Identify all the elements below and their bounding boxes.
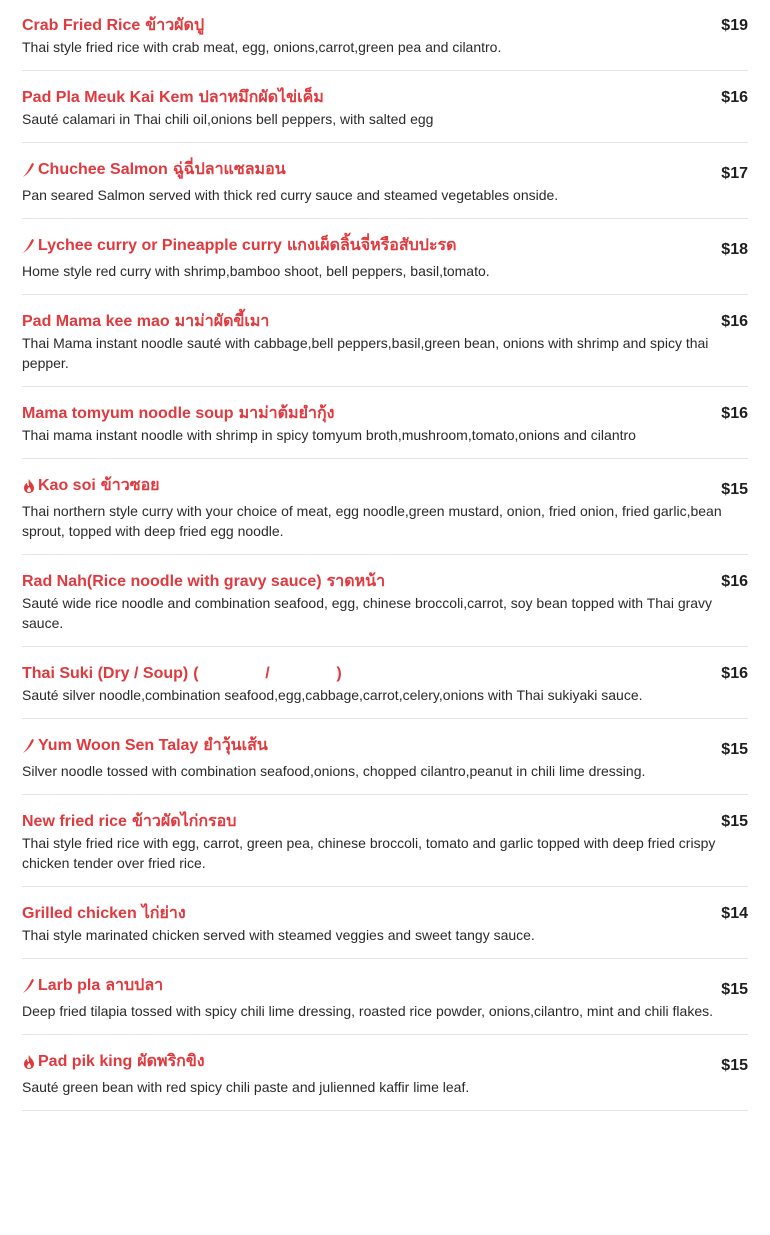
menu-item-english-name: Chuchee Salmon (38, 161, 168, 178)
menu-item-price: $17 (721, 165, 748, 182)
menu-item-english-name: Kao soi (38, 477, 96, 494)
menu-item (22, 387, 748, 459)
menu-item-price: $16 (721, 573, 748, 590)
chili-icon (22, 238, 36, 254)
menu-item-thai-name: ราดหน้า (326, 573, 386, 590)
menu-item-english-name: Mama tomyum noodle soup (22, 405, 234, 422)
menu-item-english-name: Pad Pla Meuk Kai Kem (22, 89, 194, 106)
menu-item-price: $15 (721, 981, 748, 998)
menu-item (22, 959, 748, 1035)
menu-item-price: $15 (721, 813, 748, 830)
menu-item (22, 71, 748, 143)
menu-items (22, 0, 748, 1111)
menu-item-thai-name: ผัดพริกขิง (137, 1053, 205, 1070)
menu-item-english-name: Larb pla (38, 977, 101, 994)
menu-item-name (22, 571, 385, 593)
menu-item-description: Thai northern style curry with your choice of meat, egg noodle,green mustard, onion, fried onion, fried garlic,bean sprout, topped with deep fried egg noodle. (22, 503, 722, 539)
menu-item-header (22, 1051, 748, 1077)
menu-item-price: $15 (721, 1057, 748, 1074)
menu-item-price: $16 (721, 405, 748, 422)
menu-item-english-name: Pad Mama kee mao (22, 313, 170, 330)
menu-item-header (22, 235, 748, 261)
menu-item-thai-name: ฉู่ฉี่ปลาแซลมอน (172, 161, 286, 178)
menu-item-description: Thai style fried rice with crab meat, egg, onions,carrot,green pea and cilantro. (22, 39, 502, 55)
menu-item-thai-name: ปลาหมึกผัดไข่เค็ม (198, 89, 324, 106)
menu-item-english-name: Thai Suki (Dry / Soup) (22, 665, 189, 682)
menu-item-name (22, 811, 236, 833)
menu-item-price: $16 (721, 665, 748, 682)
menu-item-price: $18 (721, 241, 748, 258)
menu-item-thai-name: ( / ) (193, 665, 342, 682)
menu-item-header (22, 15, 748, 37)
menu-item-english-name: Rad Nah(Rice noodle with gravy sauce) (22, 573, 322, 590)
menu-item-price: $19 (721, 17, 748, 34)
menu-item-thai-name: มาม่าผัดขี้เมา (174, 313, 270, 330)
menu-item (22, 887, 748, 959)
menu-item (22, 1035, 748, 1111)
menu-item-name (22, 87, 324, 109)
menu-item-description: Thai style fried rice with egg, carrot, green pea, chinese broccoli, tomato and garlic topped with deep fried crispy chicken tender over fried rice. (22, 835, 716, 871)
menu-item-thai-name: ลาบปลา (105, 977, 164, 994)
menu-item-name (22, 159, 286, 181)
menu-item-thai-name: แกงเผ็ดลิ้นจี่หรือสับปะรด (286, 237, 457, 254)
menu-item (22, 219, 748, 295)
menu-item (22, 459, 748, 555)
menu-item (22, 143, 748, 219)
menu-item-description: Sauté wide rice noodle and combination seafood, egg, chinese broccoli,carrot, soy bean topped with Thai gravy sauce. (22, 595, 713, 631)
menu-item-price: $15 (721, 741, 748, 758)
menu-item-header (22, 311, 748, 333)
menu-item-name (22, 403, 334, 425)
menu-item-header (22, 735, 748, 761)
menu-item-name (22, 975, 163, 997)
menu-item-thai-name: ข้าวผัดปู (145, 17, 205, 34)
menu-item-header (22, 475, 748, 501)
menu-item-name (22, 475, 160, 497)
menu-item-thai-name: มาม่าต้มยำกุ้ง (238, 405, 335, 422)
menu-item-price: $16 (721, 313, 748, 330)
menu-item-english-name: Lychee curry or Pineapple curry (38, 237, 282, 254)
menu-item-english-name: Crab Fried Rice (22, 17, 141, 34)
menu-item-header (22, 87, 748, 109)
menu-item-english-name: Pad pik king (38, 1053, 133, 1070)
menu-item-english-name: Grilled chicken (22, 905, 137, 922)
menu-item-description: Thai mama instant noodle with shrimp in spicy tomyum broth,mushroom,tomato,onions and cilantro (22, 427, 636, 443)
menu-item-header (22, 975, 748, 1001)
menu-item-header (22, 663, 748, 685)
menu-item-description: Sauté calamari in Thai chili oil,onions bell peppers, with salted egg (22, 111, 434, 127)
menu-item-name (22, 903, 186, 925)
menu-item-header (22, 571, 748, 593)
menu-item-description: Sauté silver noodle,combination seafood,egg,cabbage,carrot,celery,onions with Thai sukiyaki sauce. (22, 687, 643, 703)
menu-item-price: $16 (721, 89, 748, 106)
menu-item-thai-name: ยำวุ้นเส้น (203, 737, 268, 754)
menu-item-description: Thai Mama instant noodle sauté with cabbage,bell peppers,basil,green bean, onions with shrimp and spicy thai pepper. (22, 335, 709, 371)
menu-item-name (22, 735, 268, 757)
menu-item-header (22, 159, 748, 185)
menu-item (22, 555, 748, 647)
menu-item-thai-name: ข้าวซอย (100, 477, 160, 494)
chili-icon (22, 162, 36, 178)
menu-item-name (22, 663, 342, 685)
chili-icon (22, 978, 36, 994)
menu-item-description: Deep fried tilapia tossed with spicy chili lime dressing, roasted rice powder, onions,cilantro, mint and chili flakes. (22, 1003, 713, 1019)
menu-item-english-name: Yum Woon Sen Talay (38, 737, 199, 754)
menu-item (22, 647, 748, 719)
menu-list (22, 0, 748, 1111)
menu-item-name (22, 1051, 205, 1073)
menu-item-description: Home style red curry with shrimp,bamboo shoot, bell peppers, basil,tomato. (22, 263, 490, 279)
menu-item (22, 0, 748, 71)
menu-item-description: Sauté green bean with red spicy chili paste and julienned kaffir lime leaf. (22, 1079, 470, 1095)
menu-item-description: Thai style marinated chicken served with steamed veggies and sweet tangy sauce. (22, 927, 535, 943)
menu-item-thai-name: ไก่ย่าง (141, 905, 186, 922)
menu-item-english-name: New fried rice (22, 813, 127, 830)
chili-icon (22, 738, 36, 754)
menu-item (22, 719, 748, 795)
menu-item-header (22, 903, 748, 925)
menu-item (22, 295, 748, 387)
fire-icon (22, 1054, 36, 1070)
menu-item-description: Silver noodle tossed with combination seafood,onions, chopped cilantro,peanut in chili lime dressing. (22, 763, 646, 779)
menu-item-price: $14 (721, 905, 748, 922)
menu-item-name (22, 311, 269, 333)
menu-item-name (22, 15, 204, 37)
menu-item-name (22, 235, 457, 257)
menu-item (22, 795, 748, 887)
menu-item-thai-name: ข้าวผัดไก่กรอบ (131, 813, 237, 830)
fire-icon (22, 478, 36, 494)
menu-item-price: $15 (721, 481, 748, 498)
menu-item-header (22, 811, 748, 833)
menu-item-header (22, 403, 748, 425)
menu-item-description: Pan seared Salmon served with thick red curry sauce and steamed vegetables onside. (22, 187, 559, 203)
